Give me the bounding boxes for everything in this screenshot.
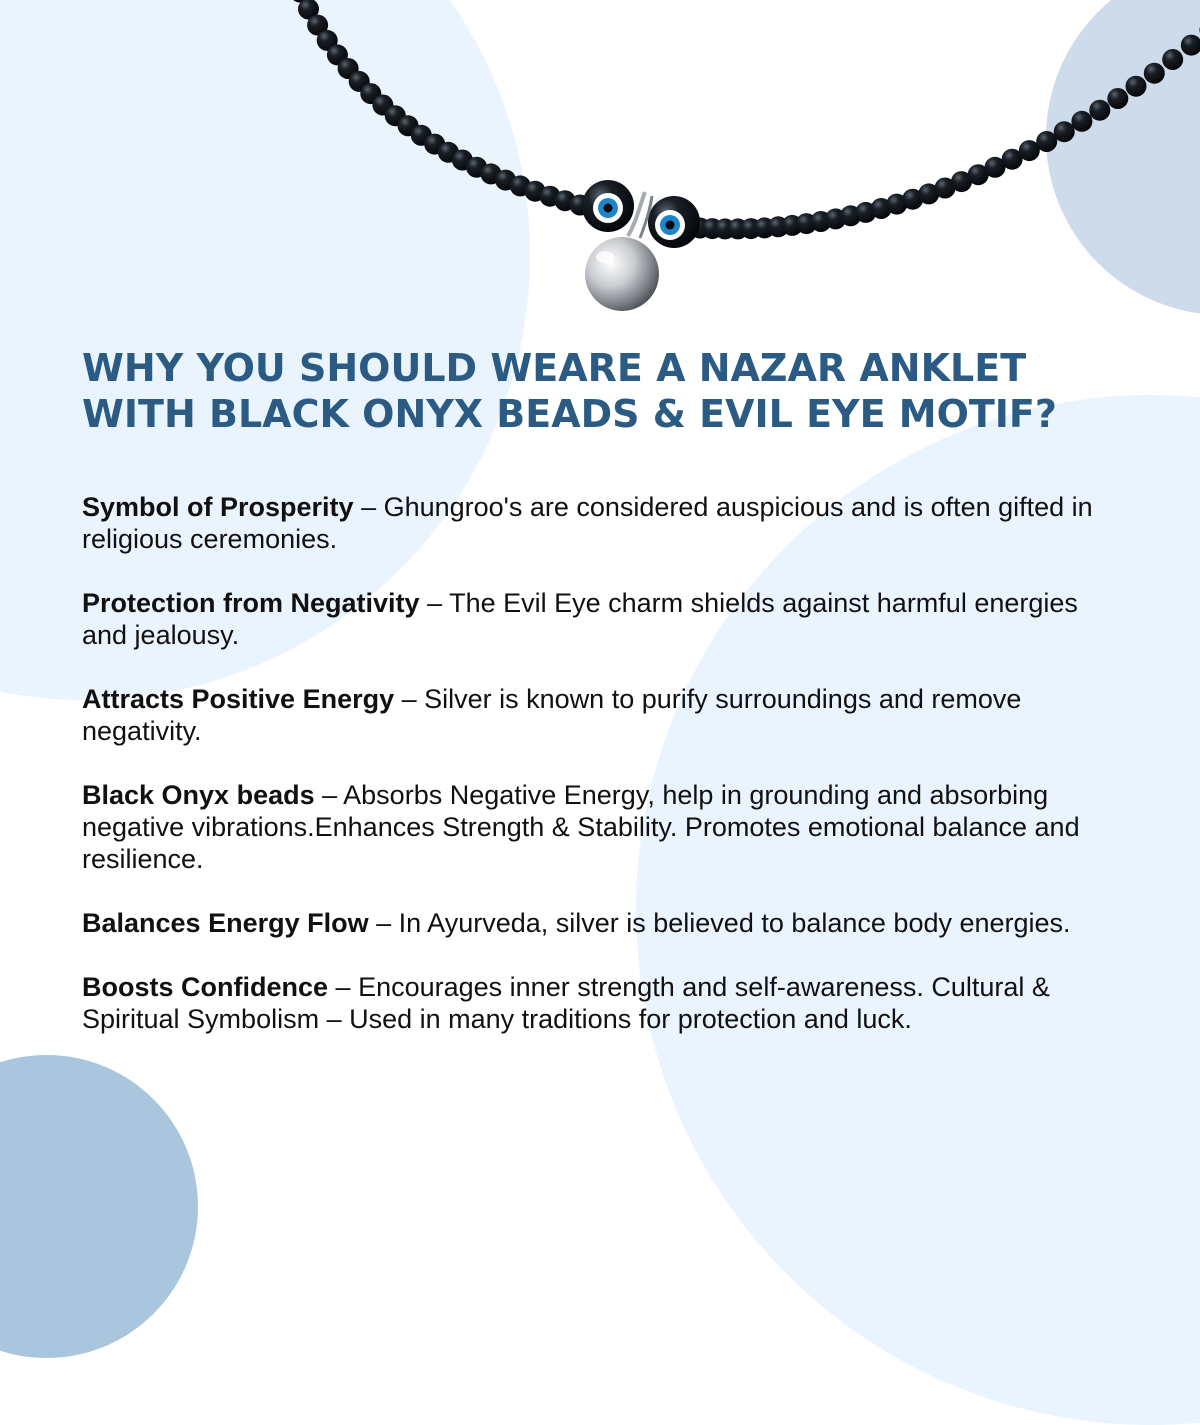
benefit-text: Ghungroo's are considered auspicious and is often gifted in religious ceremonies. xyxy=(82,492,1093,554)
heading-line-2: WITH BLACK ONYX BEADS & EVIL EYE MOTIF? xyxy=(82,392,1057,436)
heading-line-1: WHY YOU SHOULD WEARE A NAZAR ANKLET xyxy=(82,346,1026,390)
benefit-protection xyxy=(82,587,1112,651)
evil-eye-bead-icon xyxy=(582,180,634,232)
benefit-separator: – xyxy=(394,684,424,714)
benefit-positive-energy xyxy=(82,683,1112,747)
benefit-energy-flow xyxy=(82,907,1112,939)
benefit-text: Absorbs Negative Energy, help in grounding and absorbing negative vibrations.Enhances Strength & Stability. Promotes emotional balance and resilience. xyxy=(82,780,1080,874)
black-onyx-bead xyxy=(1071,111,1092,132)
evil-eye-bead-icon xyxy=(648,196,700,248)
black-onyx-bead xyxy=(1126,76,1147,97)
black-onyx-bead xyxy=(1162,49,1183,70)
benefit-text: Encourages inner strength and self-awareness. Cultural & Spiritual Symbolism – Used in many traditions for protection and luck. xyxy=(82,972,1050,1034)
benefit-confidence xyxy=(82,971,1112,1035)
benefit-title: Symbol of Prosperity xyxy=(82,492,354,522)
benefit-text: The Evil Eye charm shields against harmful energies and jealousy. xyxy=(82,588,1078,650)
benefit-title: Boosts Confidence xyxy=(82,972,328,1002)
benefit-separator: – xyxy=(420,588,450,618)
benefit-separator: – xyxy=(328,972,358,1002)
bead-strand xyxy=(290,0,1200,239)
black-onyx-bead xyxy=(1181,35,1200,56)
benefit-separator: – xyxy=(354,492,384,522)
benefit-text: In Ayurveda, silver is believed to balance body energies. xyxy=(399,908,1071,938)
black-onyx-bead xyxy=(1089,100,1110,121)
benefit-separator: – xyxy=(315,780,344,810)
anklet-photo xyxy=(0,0,1200,330)
benefit-separator: – xyxy=(369,908,399,938)
benefit-title: Black Onyx beads xyxy=(82,780,315,810)
page-heading xyxy=(82,345,1142,437)
black-onyx-bead xyxy=(1144,63,1165,84)
benefit-text: Silver is known to purify surroundings and remove negativity. xyxy=(82,684,1021,746)
benefit-black-onyx xyxy=(82,779,1112,875)
black-onyx-bead xyxy=(1107,88,1128,109)
benefits-list xyxy=(82,491,1112,1067)
benefit-title: Balances Energy Flow xyxy=(82,908,369,938)
black-onyx-bead xyxy=(1054,121,1075,142)
benefit-title: Attracts Positive Energy xyxy=(82,684,394,714)
benefit-title: Protection from Negativity xyxy=(82,588,420,618)
background-circle-bottom-left xyxy=(0,1055,198,1358)
benefit-prosperity xyxy=(82,491,1112,555)
